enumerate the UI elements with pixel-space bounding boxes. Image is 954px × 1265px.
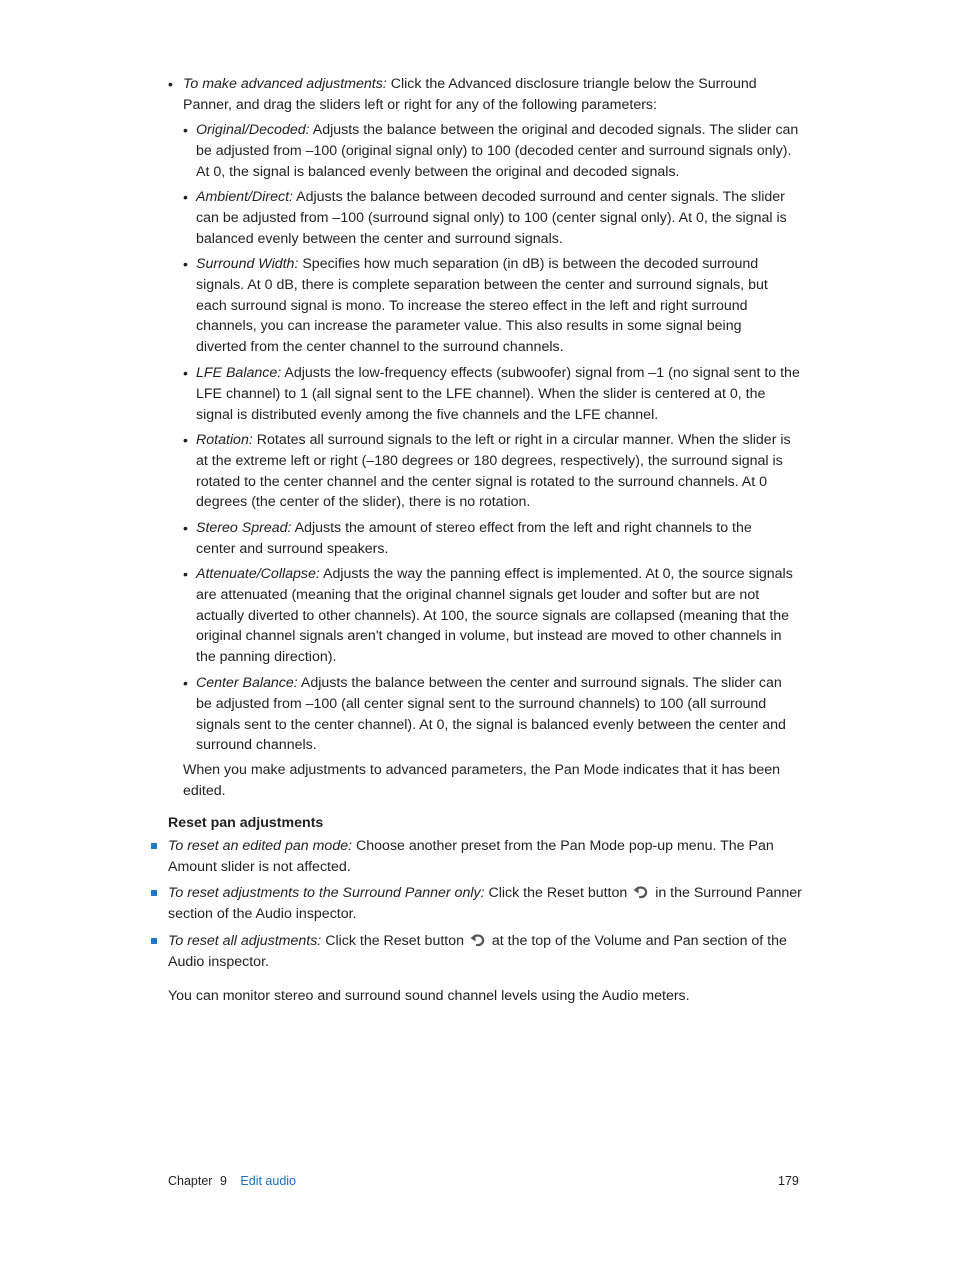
square-bullet-icon (151, 938, 157, 944)
reset-arrow-icon (470, 933, 486, 947)
bullet-dot: • (183, 566, 188, 582)
param-item (196, 120, 801, 182)
param-term: Center Balance: (196, 675, 298, 691)
reset-term: To reset all adjustments: (168, 933, 322, 949)
param-item (196, 187, 796, 249)
reset-heading: Reset pan adjustments (168, 815, 324, 831)
reset-text-post: in the Surround Panner section of the Audio inspector. (168, 885, 802, 922)
bullet-dot: • (183, 365, 188, 381)
param-item (196, 430, 801, 513)
footer-chapter-label: Chapter (168, 1174, 213, 1188)
param-term: Original/Decoded: (196, 122, 310, 138)
param-desc: Adjusts the low-frequency effects (subwoofer) signal from –1 (no signal sent to the LFE channel) to 1 (all signal sent to the LFE channel). When the slider is centered at 0, the signal is distributed evenly among the five channels and the LFE channel. (196, 365, 800, 423)
bullet-dot: • (183, 189, 188, 205)
param-term: Ambient/Direct: (196, 189, 293, 205)
param-item (196, 254, 794, 358)
param-desc: Adjusts the balance between the center and surround signals. The slider can be adjusted from –100 (all center signal sent to the surround channels) to 100 (all surround signals sent to the center channel). At 0, the signal is balanced evenly between the center and surround channels. (196, 675, 786, 754)
param-desc: Adjusts the balance between decoded surround and center signals. The slider can be adjusted from –100 (surround signal only) to 100 (center signal only). At 0, the signal is balanced evenly between the center and surround signals. (196, 189, 787, 247)
reset-item (168, 836, 788, 878)
param-desc: Adjusts the amount of stereo effect from the left and right channels to the center and surround speakers. (196, 520, 752, 557)
monitor-note: You can monitor stereo and surround sound channel levels using the Audio meters. (168, 988, 690, 1004)
reset-text: Choose another preset from the Pan Mode pop-up menu. The Pan Amount slider is not affected. (168, 838, 774, 875)
page-number: 179 (778, 1174, 799, 1188)
bullet-dot: • (168, 76, 173, 92)
param-term: Attenuate/Collapse: (196, 566, 320, 582)
bullet-dot: • (183, 256, 188, 272)
square-bullet-icon (151, 843, 157, 849)
bullet-dot: • (183, 432, 188, 448)
reset-text-post: at the top of the Volume and Pan section of the Audio inspector. (168, 933, 787, 970)
param-term: Rotation: (196, 432, 253, 448)
footer-chapter-number: 9 (219, 1174, 227, 1188)
param-item (196, 564, 796, 668)
param-item (196, 518, 781, 560)
bullet-dot: • (183, 122, 188, 138)
edited-note: When you make adjustments to advanced parameters, the Pan Mode indicates that it has been edited. (183, 762, 781, 799)
bullet-dot: • (183, 675, 188, 691)
footer-chapter (168, 1172, 296, 1190)
reset-text-pre: Click the Reset button (325, 933, 464, 949)
intro-item (183, 74, 803, 116)
param-term: Stereo Spread: (196, 520, 292, 536)
param-term: Surround Width: (196, 256, 299, 272)
reset-term: To reset adjustments to the Surround Panner only: (168, 885, 485, 901)
reset-item (168, 931, 804, 973)
intro-text: Click the Advanced disclosure triangle below the Surround Panner, and drag the sliders left or right for any of the following parameters: (183, 76, 757, 113)
param-desc: Specifies how much separation (in dB) is between the decoded surround signals. At 0 dB, there is complete separation between the center and surround signals, but each surround signal is mono. To increase the stereo effect in the left and right surround channels, you can increase the parameter value. This also results in some signal being diverted from the center channel to the surround channels. (196, 256, 768, 356)
param-desc: Adjusts the way the panning effect is implemented. At 0, the source signals are attenuated (meaning that the original channel signals get louder and softer but are not actually diverted to other channels). At 100, the source signals are collapsed (meaning that the original channel signals aren't changed in volume, but instead are moved to other channels in the panning direction). (196, 566, 793, 666)
reset-item (168, 883, 804, 925)
bullet-dot: • (183, 520, 188, 536)
intro-lead: To make advanced adjustments: (183, 76, 387, 92)
reset-arrow-icon (633, 885, 649, 899)
reset-term: To reset an edited pan mode: (168, 838, 353, 854)
reset-text-pre: Click the Reset button (488, 885, 628, 901)
param-item (196, 673, 796, 756)
footer-chapter-link[interactable]: Edit audio (240, 1174, 297, 1188)
square-bullet-icon (151, 890, 157, 896)
param-term: LFE Balance: (196, 365, 282, 381)
param-desc: Adjusts the balance between the original and decoded signals. The slider can be adjusted from –100 (original signal only) to 100 (decoded center and surround signals only). At 0, the signal is balanced evenly between the original and decoded signals. (196, 122, 799, 180)
param-desc: Rotates all surround signals to the left or right in a circular manner. When the slider is at the extreme left or right (–180 degrees or 180 degrees, respectively), the surround signal is rotated to the center channel and the center signal is rotated to the surround channels. At 0 degrees (the center of the slider), there is no rotation. (196, 432, 791, 511)
param-item (196, 363, 801, 425)
